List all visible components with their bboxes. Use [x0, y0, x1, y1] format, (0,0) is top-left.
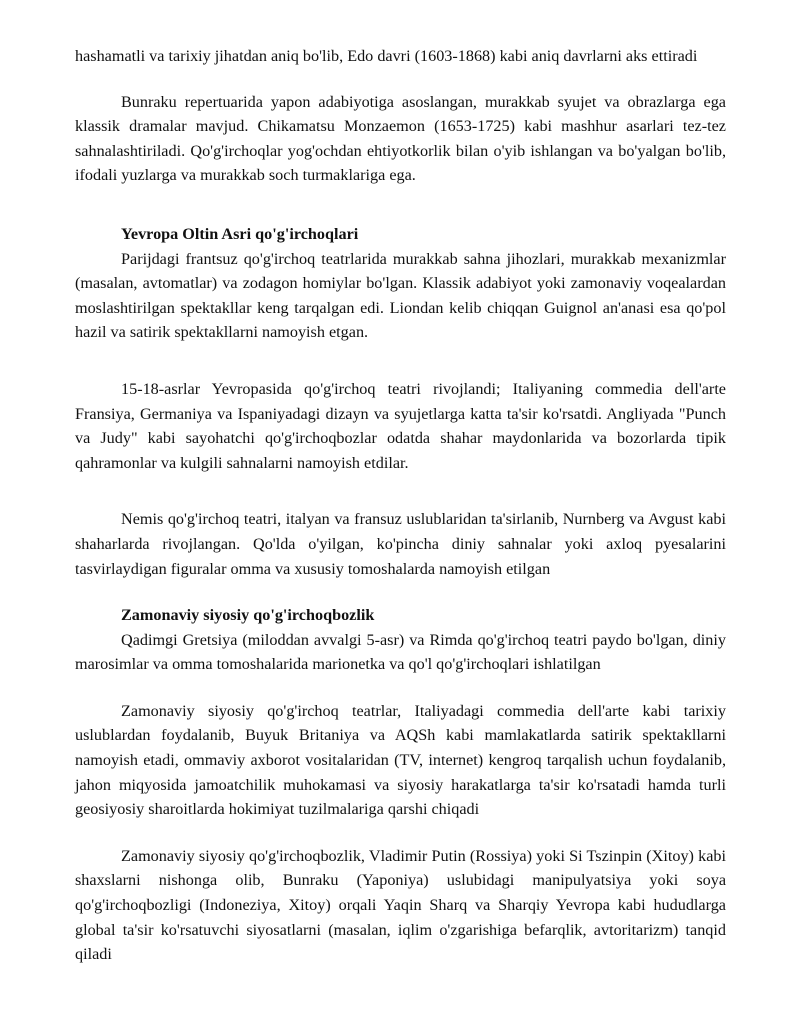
spacer — [75, 69, 726, 90]
document-page — [75, 44, 726, 967]
section-heading-modern-political-puppetry: Zamonaviy siyosiy qo'g'irchoqbozlik — [121, 606, 375, 625]
paragraph-edo-period: hashamatli va tarixiy jihatdan aniq bo'lib, Edo davri (1603-1868) kabi aniq davrlarni aks ettiradi — [75, 47, 698, 65]
paragraph-modern-political-theatres: Zamonaviy siyosiy qo'g'irchoq teatrlar, Italiyadagi commedia dell'arte kabi tarixiy uslublardan foydalanib, Buyuk Britaniya va AQSh kabi mamlakatlarda satirik spektakllarni namoyish etadi, ommaviy axborot vositalaridan (TV, internet) kengroq tarqalish uchun foydalanib, jahon miqyosida jamoatchilik muhokamasi va siyosiy harakatlarga ta'sir ko'rsatadi hamda turli geosiyosiy sharoitlarda hokimiyat tuzilmalariga qarshi chiqadi — [75, 701, 726, 819]
spacer — [75, 475, 726, 507]
spacer — [75, 581, 726, 603]
paragraph-ancient-greece-rome: Qadimgi Gretsiya (miloddan avvalgi 5-asr) va Rimda qo'g'irchoq teatri paydo bo'lgan, diniy marosimlar va omma tomoshalarida marionetka va qo'l qo'g'irchoqlari ishlatilgan — [75, 630, 726, 674]
section-heading-european-golden-age: Yevropa Oltin Asri qo'g'irchoqlari — [121, 224, 359, 243]
paragraph-german-puppet-theatre: Nemis qo'g'irchoq teatri, italyan va fransuz uslublaridan ta'sirlanib, Nurnberg va Avgust kabi shaharlarda rivojlangan. Qo'lda o'yilgan, ko'pincha diniy sahnalar yoki axloq pyesalarini tasvirlaydigan figuralar omma va xususiy tomoshalarda namoyish etilgan — [75, 510, 726, 578]
paragraph-bunraku-repertoire: Bunraku repertuarida yapon adabiyotiga asoslangan, murakkab syujet va obrazlarga ega klassik dramalar mavjud. Chikamatsu Monzaemon (1653-1725) kabi mashhur asarlari tez-tez sahnalashtiriladi. Qo'g'irchoqlar yog'ochdan ehtiyotkorlik bilan o'yib ishlangan va bo'yalgan bo'lib, ifodali yuzlarga va murakkab soch turmaklariga ega. — [75, 92, 726, 185]
spacer — [75, 188, 726, 222]
paragraph-paris-puppet-theatres: Parijdagi frantsuz qo'g'irchoq teatrlarida murakkab sahna jihozlari, murakkab mexanizmlar (masalan, avtomatlar) va zodagon homiylar bo'lgan. Klassik adabiyot yoki zamonaviy voqealardan moslashtirilgan spektakllar keng tarqalgan edi. Liondan kelib chiqqan Guignol an'anasi esa qo'pol hazil va satirik spektakllarni namoyish etgan. — [75, 249, 726, 342]
paragraph-european-15-18-centuries: 15-18-asrlar Yevropasida qo'g'irchoq teatri rivojlandi; Italiyaning commedia dell'arte Fransiya, Germaniya va Ispaniyadagi dizayn va syujetlarga katta ta'sir ko'rsatdi. Angliyada "Punch va Judy" kabi sayohatchi qo'g'irchoqbozlar odatda shahar maydonlarida va bozorlarda tipik qahramonlar va kulgili sahnalarni namoyish etdilar. — [75, 379, 726, 472]
spacer — [75, 345, 726, 377]
spacer — [75, 677, 726, 699]
paragraph-political-puppetry-critique: Zamonaviy siyosiy qo'g'irchoqbozlik, Vladimir Putin (Rossiya) yoki Si Tszinpin (Xitoy) kabi shaxslarni nishonga olib, Bunraku (Yaponiya) uslubidagi manipulyatsiya yoki soya qo'g'irchoqbozligi (Indoneziya, Xitoy) orqali Yaqin Sharq va Sharqiy Yevropa kabi hududlarga global ta'sir ko'rsatuvchi siyosatlarni (masalan, iqlim o'zgarishiga befarqlik, avtoritarizm) tanqid qiladi — [75, 846, 726, 964]
spacer — [75, 822, 726, 844]
